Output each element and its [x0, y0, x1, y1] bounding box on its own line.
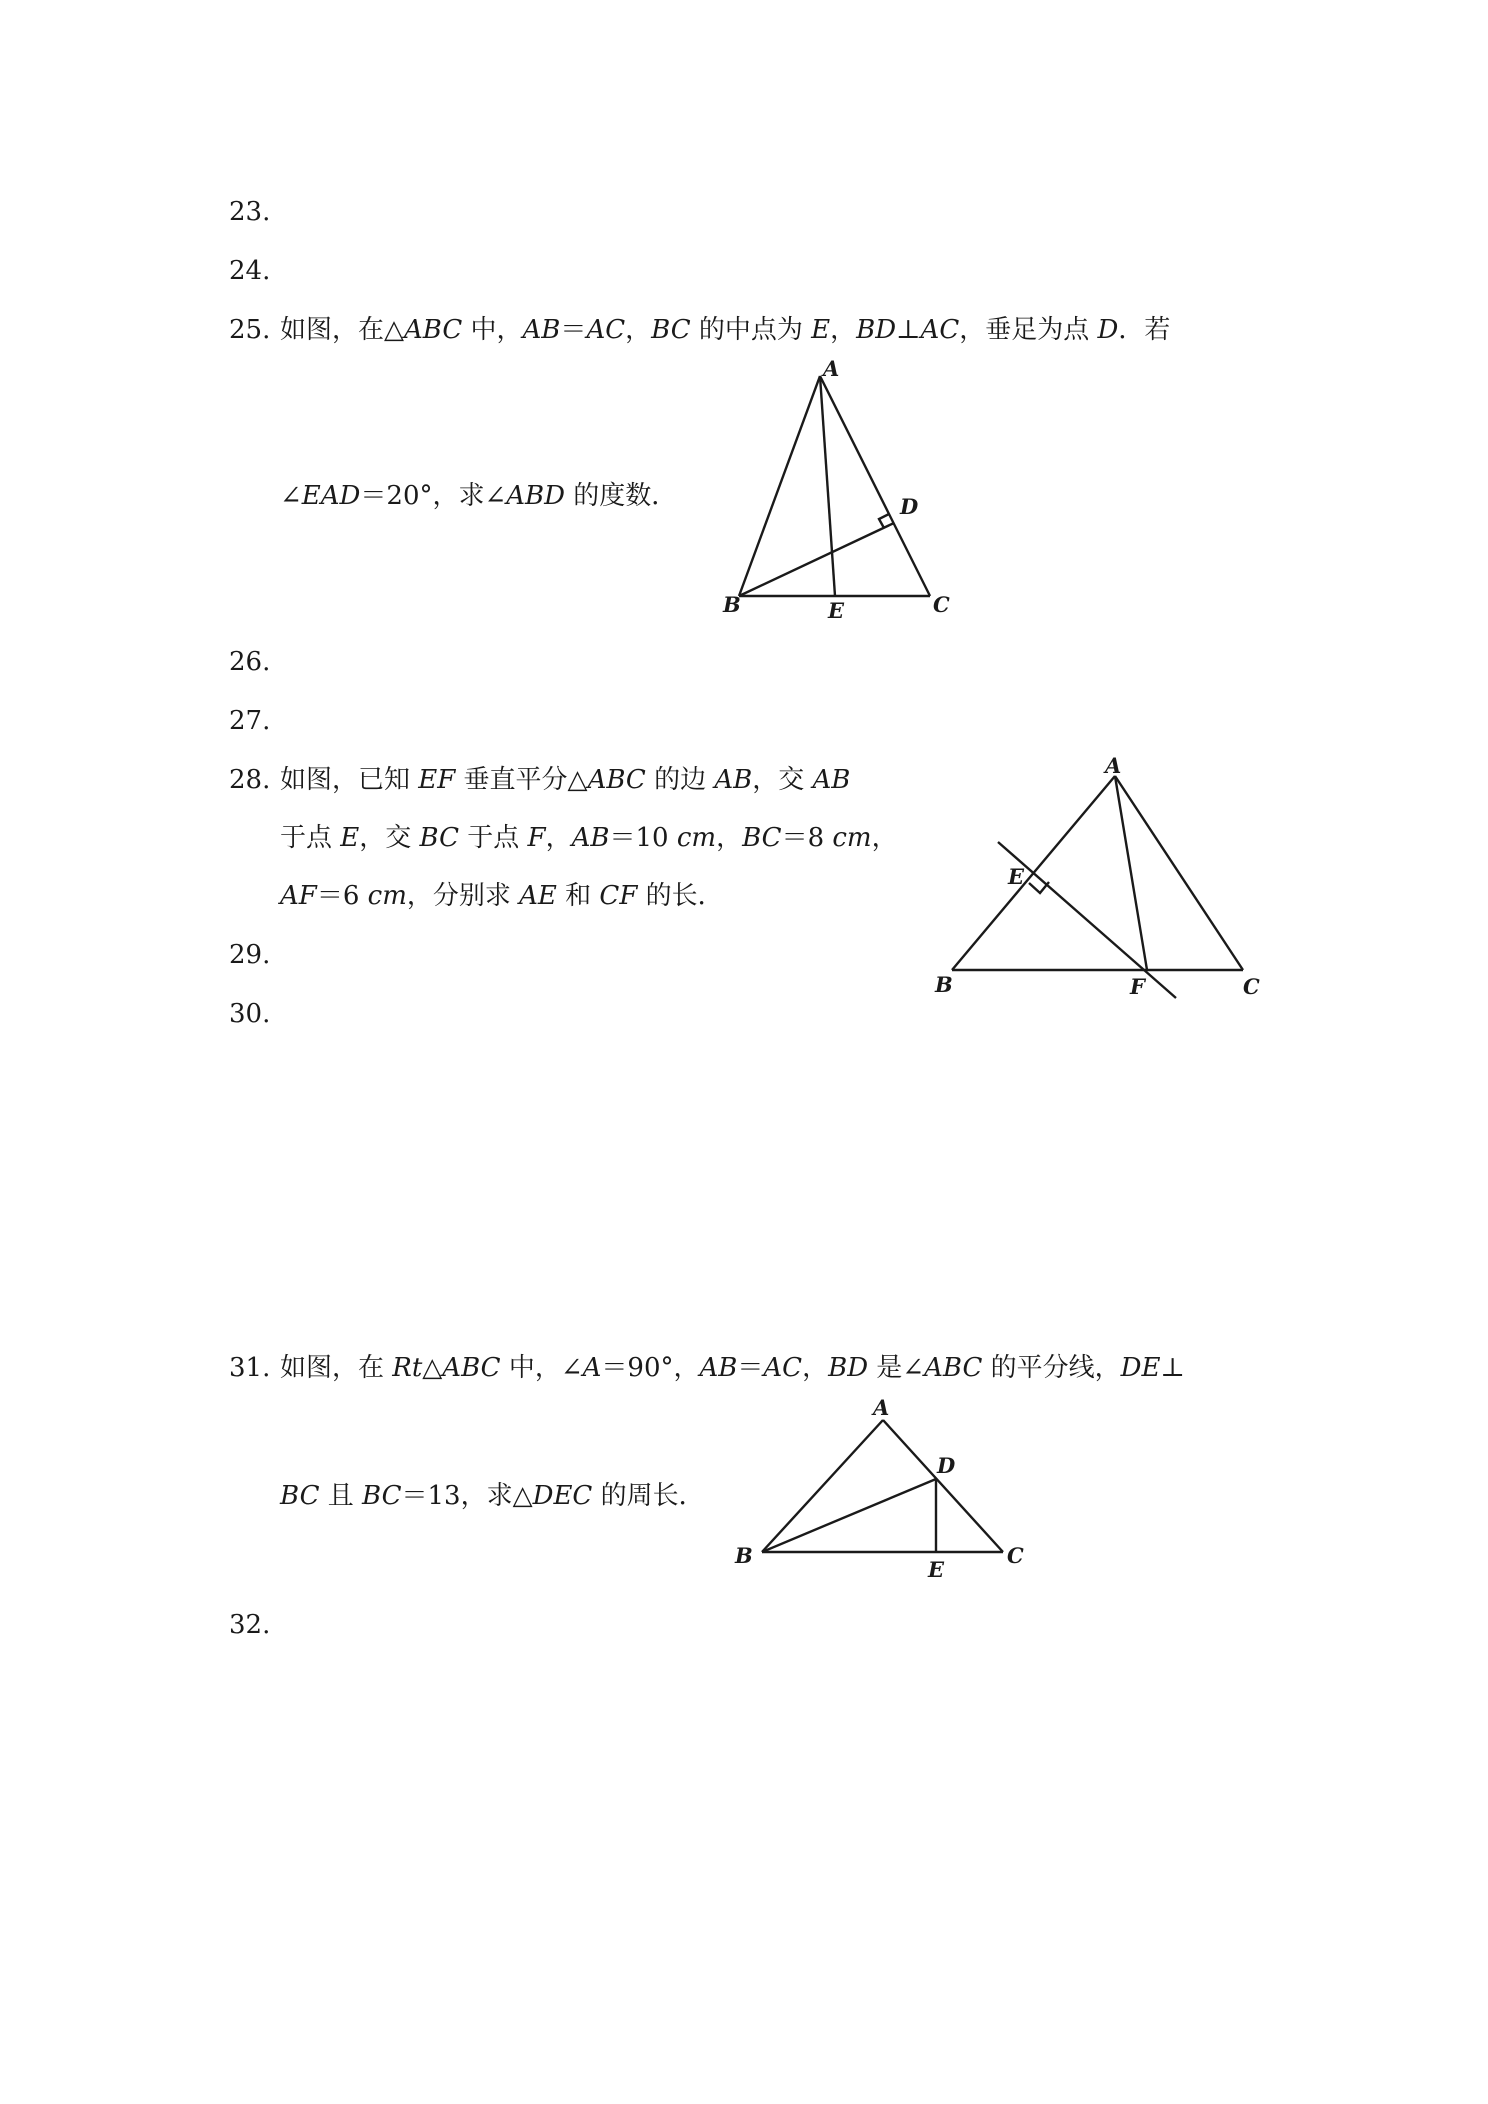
q28-segment-ac	[1115, 776, 1243, 970]
q28-label-f: F	[1130, 974, 1145, 999]
q28-label-a: A	[1105, 753, 1122, 778]
q31-label-b: B	[735, 1543, 753, 1568]
q25-segment-ae	[820, 376, 835, 596]
q28-label-b: B	[935, 972, 953, 997]
q25-figure	[715, 356, 965, 623]
q28-number: 28.	[229, 765, 271, 795]
item-29-number: 29.	[229, 940, 271, 970]
q25-text-line2: ∠EAD＝20°，求∠ABD 的度数．	[280, 481, 678, 511]
q25-segment-ac	[820, 376, 930, 596]
q31-number: 31.	[229, 1353, 271, 1383]
item-23-number: 23.	[229, 197, 271, 227]
q31-text-line1: 如图，在 Rt△ABC 中，∠A＝90°，AB＝AC，BD 是∠ABC 的平分线，DE⊥	[280, 1353, 1185, 1383]
q25-number: 25.	[229, 315, 271, 345]
q25-label-d: D	[900, 494, 919, 519]
q31-segment-bd	[762, 1479, 936, 1552]
q31-label-d: D	[937, 1453, 956, 1478]
q25-label-b: B	[723, 592, 741, 617]
q31-label-c: C	[1007, 1543, 1024, 1568]
q25-label-a: A	[823, 356, 840, 381]
q28-text-line2: 于点 E，交 BC 于点 F，AB＝10 cm，BC＝8 cm，	[280, 823, 898, 853]
item-27-number: 27.	[229, 706, 271, 736]
q28-text-line1: 如图，已知 EF 垂直平分△ABC 的边 AB，交 AB	[280, 765, 851, 795]
q28-figure	[925, 748, 1275, 1013]
item-26-number: 26.	[229, 647, 271, 677]
q28-label-c: C	[1243, 974, 1260, 999]
q25-text-line1: 如图，在△ABC 中，AB＝AC，BC 的中点为 E，BD⊥AC，垂足为点 D．若	[280, 315, 1171, 345]
q31-text-line2: BC 且 BC＝13，求△DEC 的周长．	[280, 1481, 705, 1511]
item-24-number: 24.	[229, 256, 271, 286]
q31-segment-ac	[883, 1420, 1003, 1552]
q31-label-a: A	[873, 1395, 890, 1420]
q28-label-e: E	[1008, 864, 1025, 889]
q31-segment-ab	[762, 1420, 883, 1552]
q28-segment-af	[1115, 776, 1147, 970]
q25-label-e: E	[828, 598, 845, 623]
q31-figure	[725, 1395, 1045, 1590]
q25-label-c: C	[933, 592, 950, 617]
q31-label-e: E	[928, 1557, 945, 1582]
item-30-number: 30.	[229, 999, 271, 1029]
q28-text-line3: AF＝6 cm，分别求 AE 和 CF 的长．	[280, 881, 724, 911]
item-32-number: 32.	[229, 1610, 271, 1640]
q28-perpendicular-bisector-ef	[998, 842, 1176, 998]
